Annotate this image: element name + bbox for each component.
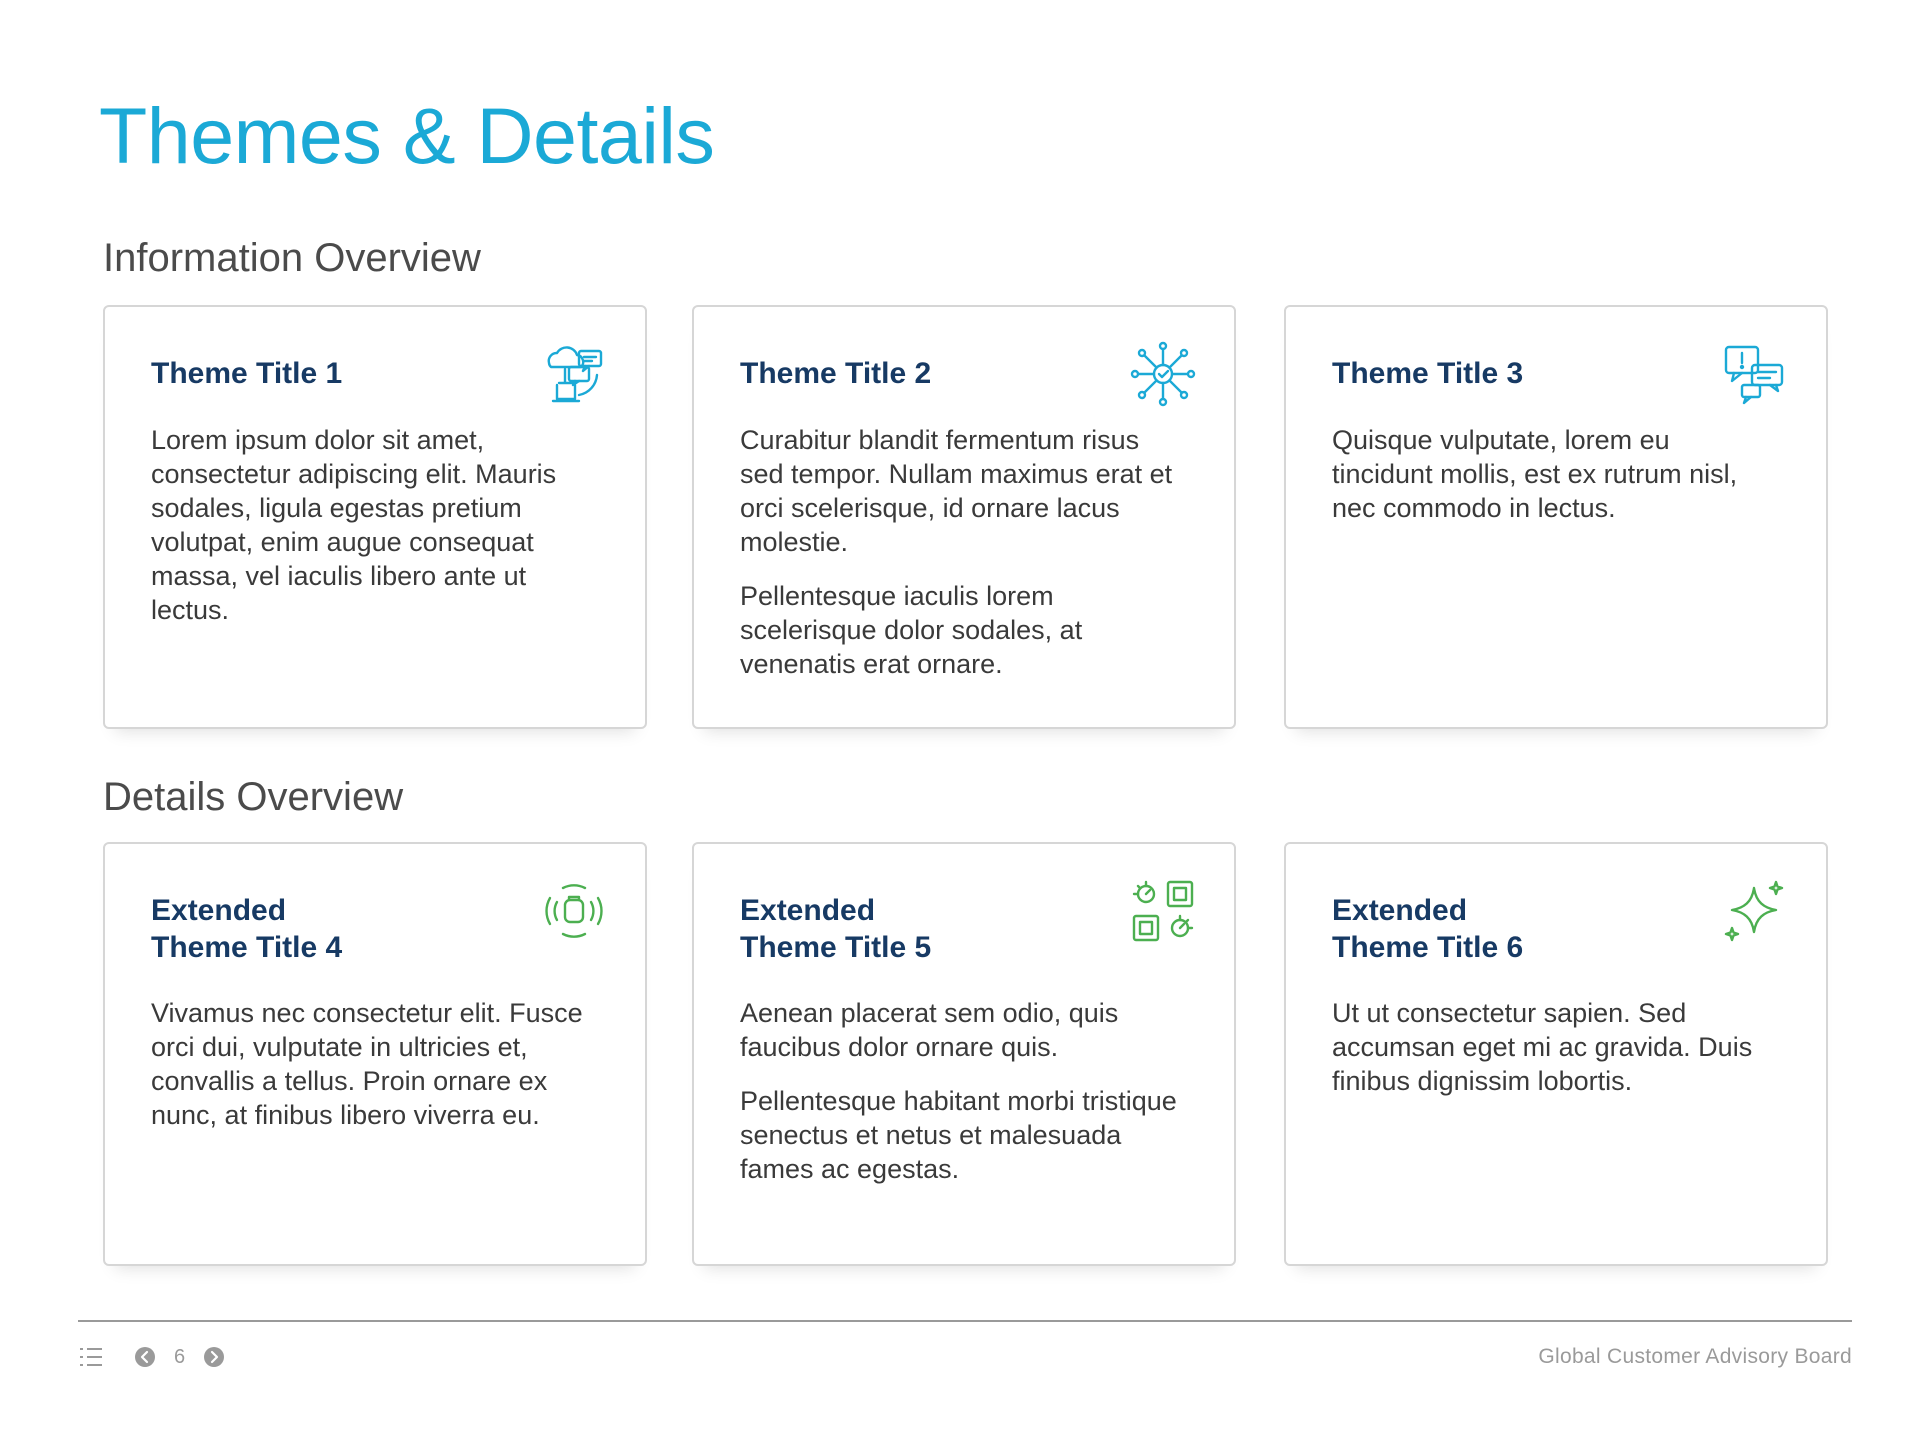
- card-paragraph: Curabitur blandit fermentum risus sed tempor. Nullam maximus erat et orci scelerisque, id ornare lacus molestie.: [740, 425, 1173, 557]
- section-heading-details: Details Overview: [103, 775, 404, 819]
- chip-grid-icon: [1128, 876, 1198, 946]
- card-body: [740, 996, 1180, 1206]
- theme-card-6: [1284, 842, 1828, 1266]
- next-page-button[interactable]: [203, 1346, 225, 1368]
- card-paragraph: Quisque vulputate, lorem eu tincidunt mollis, est ex rutrum nisl, nec commodo in lectus.: [1332, 425, 1738, 523]
- card-body: [151, 996, 591, 1152]
- chat-bubbles-icon: [1720, 339, 1790, 409]
- previous-page-button[interactable]: [134, 1346, 156, 1368]
- card-title: Extended Theme Title 4: [151, 894, 343, 964]
- sparkle-star-icon: [1720, 876, 1790, 946]
- footer-navigation: [78, 1343, 225, 1371]
- theme-card-4: [103, 842, 647, 1266]
- card-paragraph: Aenean placerat sem odio, quis faucibus dolor ornare quis.: [740, 998, 1119, 1062]
- section-heading-information: Information Overview: [103, 236, 481, 280]
- footer-brand: Global Customer Advisory Board: [1538, 1345, 1852, 1368]
- network-hub-icon: [1128, 339, 1198, 409]
- theme-card-2: [692, 305, 1236, 729]
- theme-card-1: [103, 305, 647, 729]
- menu-list-icon[interactable]: [78, 1345, 104, 1369]
- card-title: Theme Title 1: [151, 357, 343, 390]
- broadcast-device-icon: [539, 876, 609, 946]
- card-body: [1332, 423, 1772, 545]
- card-title: Theme Title 2: [740, 357, 932, 390]
- card-title: Theme Title 3: [1332, 357, 1524, 390]
- card-paragraph: Ut ut consectetur sapien. Sed accumsan eget mi ac gravida. Duis finibus dignissim lobortis.: [1332, 998, 1753, 1096]
- page-number: 6: [174, 1345, 186, 1368]
- theme-card-3: [1284, 305, 1828, 729]
- page-title: Themes & Details: [99, 91, 715, 180]
- card-title: Extended Theme Title 5: [740, 894, 932, 964]
- footer-divider: [78, 1320, 1852, 1322]
- card-paragraph: Lorem ipsum dolor sit amet, consectetur adipiscing elit. Mauris sodales, ligula egestas pretium volutpat, enim augue consequat massa, vel iaculis libero ante ut lectus.: [151, 425, 557, 625]
- theme-card-5: [692, 842, 1236, 1266]
- card-body: [151, 423, 591, 647]
- card-body: [740, 423, 1180, 701]
- card-paragraph: Pellentesque iaculis lorem scelerisque dolor sodales, at venenatis erat ornare.: [740, 581, 1083, 679]
- card-paragraph: Vivamus nec consectetur elit. Fusce orci dui, vulputate in ultricies et, convallis a tellus. Proin ornare ex nunc, at finibus libero viverra eu.: [151, 998, 583, 1130]
- cloud-chat-icon: [539, 339, 609, 409]
- card-paragraph: Pellentesque habitant morbi tristique senectus et netus et malesuada fames ac egestas.: [740, 1086, 1177, 1184]
- card-title: Extended Theme Title 6: [1332, 894, 1524, 964]
- card-body: [1332, 996, 1772, 1118]
